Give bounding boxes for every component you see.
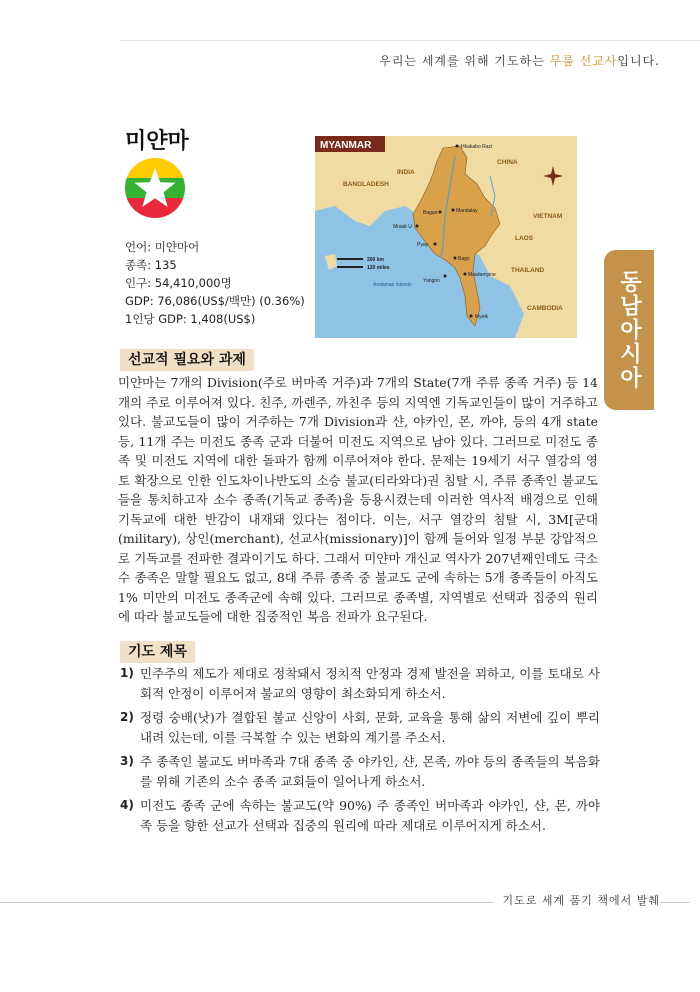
map-city-mandalay: Mandalay bbox=[456, 208, 478, 214]
fact-gdp-per-capita: 1인당 GDP: 1,408(US$) bbox=[125, 312, 256, 326]
map-city-mawlamyine: Mawlamyine bbox=[468, 272, 496, 278]
map-label-cambodia: CAMBODIA bbox=[527, 305, 563, 312]
map-label-andaman: Andaman Islands bbox=[373, 282, 412, 288]
prayer-text: 민주주의 제도가 제대로 정착돼서 정치적 안정과 경제 발전을 꾀하고, 이를 토대로 사회적 안정이 이루어져 불교의 영향이 최소화되게 하소서. bbox=[140, 666, 600, 701]
prayer-item bbox=[120, 708, 600, 747]
map-city-pyay: Pyay bbox=[417, 242, 429, 248]
header-tagline bbox=[379, 52, 660, 69]
map-scale-miles: 120 miles bbox=[367, 265, 390, 271]
section-title-needs: 선교적 필요와 과제 bbox=[120, 349, 254, 371]
map-label-china: CHINA bbox=[497, 159, 518, 166]
fact-language: 언어: 미얀마어 bbox=[125, 240, 200, 254]
region-tab[interactable] bbox=[604, 250, 654, 410]
section-body-needs: 미얀마는 7개의 Division(주로 버마족 거주)과 7개의 State(7개 주류 종족 거주) 등 14개의 주로 이루어져 있다. 친주, 까렌주, 까친주 등의 지역엔 기독교인들이 많이 거주하고 있다. 불교도들이 많이 거주하는 7개 Division과 샨, 야카인, 몬, 까야, 등의 4개 state 등, 11개 주는 미전도 종족 군과 더불어 미전도 지역으로 남아 있다. 그러므로 미전도 종족 및 미전도 지역에 대한 돌파가 함께 이루어져야 한다. 문제는 19세기 서구 열강의 영토 확장으로 인한 인도차이나반도의 소승 불교(티라와다)권 침탈 시, 주류 종족인 불교도들을 통치하고자 소수 종족(기독교 종족)을 등용시켰는데 이러한 역사적 배경으로 인해 기독교에 대한 반감이 내재돼 있다는 점이다. 이는, 서구 열강의 침탈 시, 3M[군대(military), 상인(merchant), 선교사(missionary)]이 함께 들어와 일정 부분 강압적으로 기독교를 전파한 결과이기도 하다. 그래서 미얀마 개신교 역사가 207년째인데도 극소수 종족은 말할 필요도 없고, 8대 주류 종족 중 불교도 군에 속하는 5개 종족들이 아직도 1% 미만의 미전도 종족군에 속해 있다. 그러므로 종족별, 지역별로 선택과 집중의 원리에 따라 불교도들에 대한 집중적인 복음 전파가 요구된다. bbox=[118, 375, 598, 624]
myanmar-map bbox=[315, 136, 577, 338]
map-label-vietnam: VIETNAM bbox=[533, 213, 563, 220]
page-title: 미얀마 bbox=[125, 129, 189, 154]
map-label-india: INDIA bbox=[397, 169, 415, 176]
footer-source: 기도로 세계 품기 책에서 발췌 bbox=[493, 892, 661, 908]
map-city-hkakabo: Hkakabo Razi bbox=[461, 144, 493, 150]
region-tab-label: 동남아시아 bbox=[616, 270, 642, 390]
map-city-mrauk: Mrauk U bbox=[393, 224, 412, 230]
map-city-bagan: Bagan bbox=[423, 210, 438, 216]
map-title: MYANMAR bbox=[320, 140, 372, 151]
prayer-text: 정령 숭배(낫)가 결합된 불교 신앙이 사회, 문화, 교육을 통해 삶의 저변에 깊이 뿌리 내려 있는데, 이를 극복할 수 있는 변화의 계기를 주소서. bbox=[140, 710, 600, 745]
country-facts bbox=[125, 238, 305, 328]
map-city-myeik: Myeik bbox=[475, 314, 489, 320]
prayer-number: 2) bbox=[120, 710, 134, 724]
prayer-item bbox=[120, 796, 600, 835]
prayer-item bbox=[120, 752, 600, 791]
section-title-prayer: 기도 제목 bbox=[120, 641, 195, 663]
map-city-bago: Bago bbox=[458, 256, 470, 262]
map-label-thailand: THAILAND bbox=[511, 267, 545, 274]
map-city-yangon: Yangon bbox=[423, 278, 440, 284]
fact-population: 인구: 54,410,000명 bbox=[125, 276, 232, 290]
tagline-highlight: 무릎 선교사 bbox=[549, 54, 618, 68]
fact-gdp: GDP: 76,086(US$/백만) (0.36%) bbox=[125, 294, 305, 308]
prayer-number: 3) bbox=[120, 754, 134, 768]
map-label-bangladesh: BANGLADESH bbox=[343, 181, 389, 188]
prayer-text: 미전도 종족 군에 속하는 불교도(약 90%) 주 종족인 버마족과 야카인, 샨, 몬, 까야 족 등을 향한 선교가 선택과 집중의 원리에 따라 제대로 이루어지게 하소서. bbox=[140, 798, 600, 833]
prayer-text: 주 종족인 불교도 버마족과 7대 종족 중 야카인, 샨, 몬족, 까야 등의 종족들의 복음화를 위해 기존의 소수 종족 교회들이 일어나게 하소서. bbox=[140, 754, 600, 789]
tagline-text-end: 입니다. bbox=[617, 54, 660, 68]
prayer-number: 4) bbox=[120, 798, 134, 812]
map-scale-km: 200 km bbox=[367, 257, 384, 263]
prayer-item bbox=[120, 664, 600, 703]
header-rule bbox=[120, 40, 700, 41]
prayer-list bbox=[120, 664, 600, 840]
myanmar-flag-icon bbox=[125, 158, 185, 218]
prayer-number: 1) bbox=[120, 666, 134, 680]
tagline-text: 우리는 세계를 위해 기도하는 bbox=[379, 54, 550, 68]
map-label-laos: LAOS bbox=[515, 235, 534, 242]
fact-ethnic-groups: 종족: 135 bbox=[125, 258, 177, 272]
